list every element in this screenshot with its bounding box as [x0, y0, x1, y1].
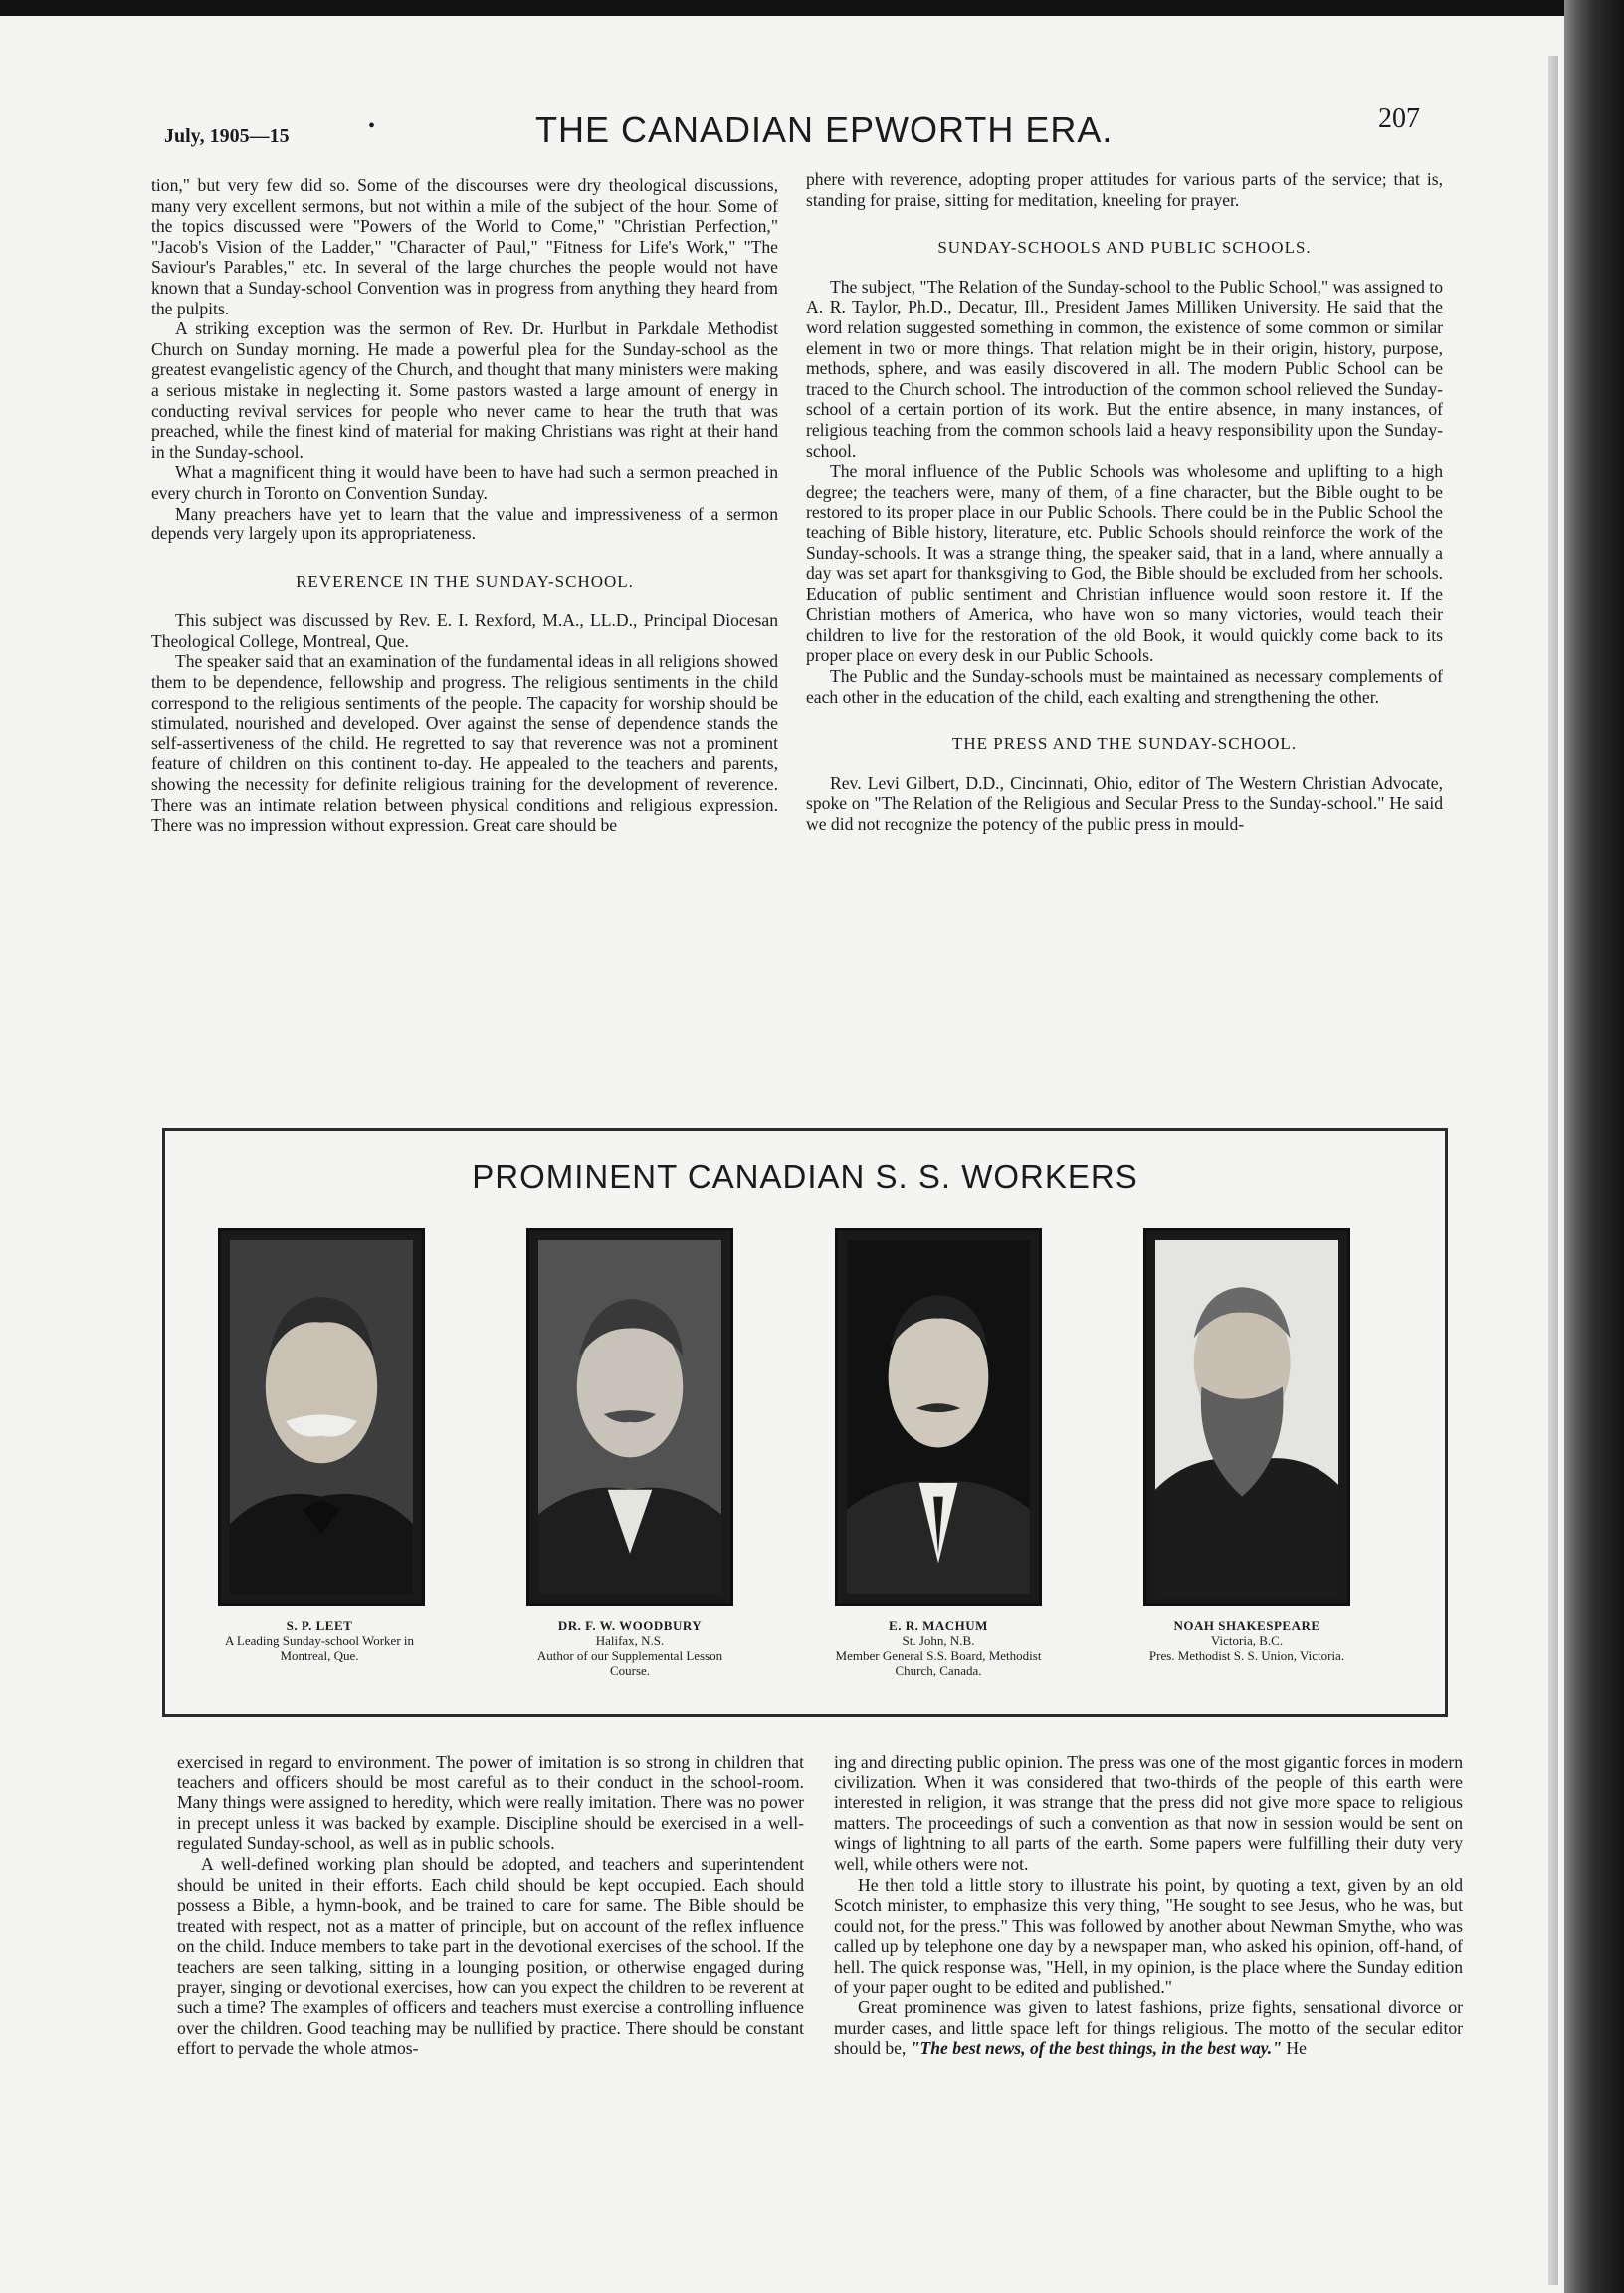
worker-line: Halifax, N.S.	[595, 1633, 665, 1648]
issue-date: July, 1905—15	[164, 125, 290, 147]
portrait-photo-woodbury	[526, 1228, 733, 1606]
worker-line: Church, Canada.	[895, 1663, 982, 1678]
magazine-title: THE CANADIAN EPWORTH ERA.	[535, 109, 1114, 150]
section-heading-press: THE PRESS AND THE SUNDAY-SCHOOL.	[951, 734, 1298, 754]
page-edge	[1548, 56, 1558, 2285]
paragraph: ing and directing public opinion. The press was one of the most gigantic forces in modern civilization. When it was considered that two-thirds of the people of this earth were interested in religion, it was strange that the press did not give more space to religious matters. The proceedings of such a convention as that now in session would be sent on wings of lightning to all parts of the earth. Some papers were fulfilling their duty very well, while others were not.	[834, 1752, 1463, 1874]
worker-name: E. R. MACHUM	[889, 1618, 988, 1633]
column-1	[151, 175, 778, 836]
worker-line: Course.	[609, 1663, 651, 1678]
worker-line: Victoria, B.C.	[1210, 1633, 1284, 1648]
section-heading-public-schools: SUNDAY-SCHOOLS AND PUBLIC SCHOOLS.	[937, 238, 1312, 258]
paragraph: Many preachers have yet to learn that the value and impressiveness of a sermon depends very largely upon its appropriateness.	[151, 503, 778, 544]
portrait-photo-shakespeare	[1143, 1228, 1350, 1606]
binding-spine	[1564, 0, 1624, 2293]
portrait-image	[847, 1240, 1030, 1594]
portrait-caption-leet	[175, 1618, 464, 1663]
portrait-image	[230, 1240, 413, 1594]
worker-name: NOAH SHAKESPEARE	[1173, 1618, 1320, 1633]
worker-line: Member General S.S. Board, Methodist	[835, 1648, 1042, 1663]
paragraph: exercised in regard to environment. The power of imitation is so strong in children that teachers and officers should be most careful as to their conduct in the school-room. Many things were assigned to heredity, which were really imitation. There was no power in precept unless it was backed by example. Discipline should be exercised in a well-regulated Sunday-school, as well as in public schools.	[177, 1752, 804, 1854]
paragraph: He then told a little story to illustrate his point, by quoting a text, given by an old Scotch minister, to emphasize this very thing, "He sought to see Jesus, who he was, but could not, for the press." This was followed by another about Newman Smythe, who was called up by telephone one day by a newspaper man, who asked his opinion, off-hand, of hell. The quick response was, "Hell, in my opinion, is the place where the Sunday edition of your paper ought to be edited and published."	[834, 1874, 1463, 1997]
paragraph: The moral influence of the Public Schools was wholesome and uplifting to a high degree; the teachers were, many of them, of a fine character, but the Bible ought to be restored to its proper place in our Public Schools. There could be in the Public School the teaching of Bible history, literature, etc. Public Schools should reinforce the work of the Sunday-schools. It was a strange thing, the speaker said, that in a land, where annually a day was set apart for thanksgiving to God, the Bible should be excluded from her schools. Education of public sentiment and Christian influence would soon restore it. If the Christian mothers of America, who have won so many victories, would teach their children to live for the restoration of the old Book, it would quickly come back to its proper place on every desk in our Public Schools.	[806, 461, 1443, 666]
feature-title: PROMINENT CANADIAN S. S. WORKERS	[472, 1158, 1138, 1195]
portrait-image	[1155, 1240, 1338, 1594]
portrait-photo-machum	[835, 1228, 1042, 1606]
portrait-image	[538, 1240, 721, 1594]
paragraph	[834, 1997, 1463, 2059]
paragraph: A striking exception was the sermon of Rev. Dr. Hurlbut in Parkdale Methodist Church on Sunday morning. He made a powerful plea for the Sunday-school as the greatest evangelistic agency of the Church, and thought that many ministers were making a serious mistake in neglecting it. Some pastors wasted a large amount of energy in conducting revival services for people who never came to hear the truth that was preached, while the finest kind of material for making Christians was right at their hand in the Sunday-school.	[151, 318, 778, 462]
magazine-page	[0, 16, 1564, 2293]
scan-top-border	[0, 0, 1624, 16]
paragraph: This subject was discussed by Rev. E. I. Rexford, M.A., LL.D., Principal Diocesan Theological College, Montreal, Que.	[151, 610, 778, 651]
paragraph: What a magnificent thing it would have been to have had such a sermon preached in every church in Toronto on Convention Sunday.	[151, 462, 778, 503]
section-heading-reverence: REVERENCE IN THE SUNDAY-SCHOOL.	[296, 571, 634, 591]
column-4	[834, 1752, 1463, 2059]
column-2	[806, 169, 1443, 835]
portrait-caption-machum	[794, 1618, 1083, 1678]
paragraph: A well-defined working plan should be adopted, and teachers and superintendent should be united in their efforts. Each child should be kept occupied. Each should possess a Bible, a hymn-book, and be trained to care for same. The Bible should be treated with respect, not as a matter of principle, but on account of the reflex influence on the child. Induce members to take part in the devotional exercises of the school. If the teachers are seen talking, sitting in a lounging position, or otherwise engaged during prayer, singing or devotional exercises, how can you expect the children to be reverent at such a time? The examples of officers and teachers must exercise a controlling influence over the children. Good teaching may be nullified by practice. There should be constant effort to pervade the whole atmos-	[177, 1853, 804, 2059]
worker-line: Pres. Methodist S. S. Union, Victoria.	[1148, 1648, 1345, 1663]
header-bullet: •	[368, 115, 376, 137]
paragraph: The Public and the Sunday-schools must be maintained as necessary complements of each other in the education of the child, each exalting and strengthening the other.	[806, 666, 1443, 707]
worker-line: A Leading Sunday-school Worker in	[224, 1633, 415, 1648]
worker-line: Author of our Supplemental Lesson	[536, 1648, 723, 1663]
portrait-caption-shakespeare	[1103, 1618, 1391, 1663]
paragraph-text: Great prominence was given to latest fashions, prize fights, sensational divorce or murder cases, and little space left for things religious. The motto of the secular editor should be,	[834, 1997, 1463, 2059]
paragraph: Rev. Levi Gilbert, D.D., Cincinnati, Ohio, editor of The Western Christian Advocate, spoke on "The Relation of the Religious and Secular Press to the Sunday-school." He said we did not recognize the potency of the public press in mould-	[806, 772, 1443, 835]
page-number: 207	[1378, 104, 1420, 134]
paragraph: The speaker said that an examination of the fundamental ideas in all religions showed them to be dependence, fellowship and progress. The religious sentiments in the child correspond to the religious sentiments of the people. The capacity for worship should be stimulated, nourished and developed. Over against the sense of dependence stands the self-assertiveness of the child. He regretted to say that reverence was not a prominent feature of children on this continent to-day. He appealed to the teachers and parents, showing the necessity for definite religious training for the development of reverence. There was an intimate relation between physical conditions and religious expression. There was no impression without expression. Great care should be	[151, 651, 778, 836]
portraits-feature-box	[162, 1128, 1448, 1717]
paragraph: The subject, "The Relation of the Sunday-school to the Public School," was assigned to A. R. Taylor, Ph.D., Decatur, Ill., President James Milliken University. He said that the word relation suggested something in common, the existence of some common or similar element in two or more things. That relation might be in their origin, history, purpose, methods, sphere, and was easily discovered in all. The modern Public School can be traced to the Church school. The introduction of the common school relieved the Sunday-school of a certain portion of its work. But the entire absence, in many instances, of religious teaching from the common schools laid a heavy responsibility upon the Sunday-school.	[806, 276, 1443, 461]
worker-line: Montreal, Que.	[280, 1648, 359, 1663]
column-3	[177, 1752, 804, 2059]
paragraph: phere with reverence, adopting proper attitudes for various parts of the service; that is, standing for praise, sitting for meditation, kneeling for prayer.	[806, 169, 1443, 210]
portrait-caption-woodbury	[486, 1618, 774, 1678]
worker-line: St. John, N.B.	[902, 1633, 975, 1648]
worker-name: S. P. LEET	[286, 1618, 353, 1633]
paragraph: tion," but very few did so. Some of the discourses were dry theological discussions, many very excellent sermons, but not within a mile of the subject of the hour. Some of the topics discussed were "Powers of the World to Come," "Christian Perfection," "Jacob's Vision of the Ladder," "Character of Paul," "Fitness for Life's Work," "The Saviour's Parables," etc. In several of the large churches the people would not have known that a Sunday-school Convention was in progress from anything they heard from the pulpits.	[151, 175, 778, 318]
worker-name: DR. F. W. WOODBURY	[557, 1618, 703, 1633]
portrait-photo-leet	[218, 1228, 425, 1606]
paragraph-text: He	[1286, 2038, 1307, 2059]
editor-motto: "The best news, of the best things, in the best way."	[910, 2038, 1282, 2059]
